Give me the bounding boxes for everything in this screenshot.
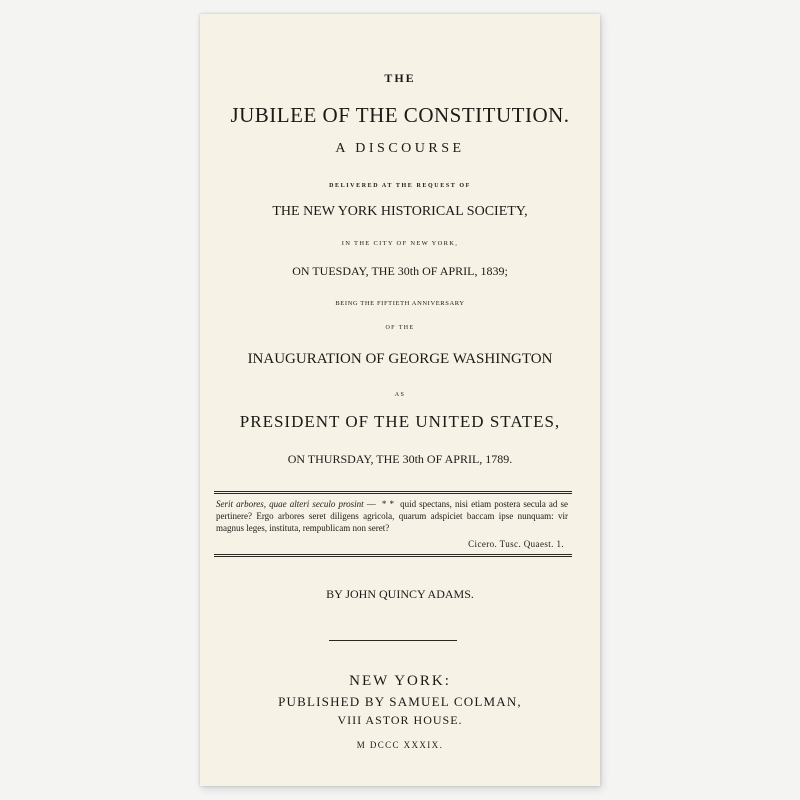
city-line: IN THE CITY OF NEW YORK, [341, 240, 459, 247]
as-line: AS [394, 392, 406, 398]
rule-top [214, 491, 572, 492]
date-1789-line: ON THURSDAY, THE 30th OF APRIL, 1789. [287, 452, 513, 466]
imprint-publisher: PUBLISHED BY SAMUEL COLMAN, [278, 694, 522, 709]
subtitle: A DISCOURSE [335, 141, 465, 156]
title-page [200, 14, 600, 786]
imprint-address: VIII ASTOR HOUSE. [337, 713, 463, 727]
of-the-line: OF THE [385, 325, 415, 331]
epigraph-asterisks: * * [381, 499, 394, 509]
epigraph [216, 498, 568, 534]
book-title: JUBILEE OF THE CONSTITUTION. [230, 103, 570, 127]
rule-short [329, 640, 457, 641]
date-1839-line: ON TUESDAY, THE 30th OF APRIL, 1839; [292, 264, 508, 278]
epigraph-citation: Cicero. Tusc. Quaest. 1. [468, 539, 564, 549]
rule-top-double [214, 493, 572, 494]
society-line: THE NEW YORK HISTORICAL SOCIETY, [272, 204, 528, 219]
anniversary-line: BEING THE FIFTIETH ANNIVERSARY [335, 300, 465, 307]
inauguration-line: INAUGURATION OF GEORGE WASHINGTON [247, 351, 553, 367]
title-article: THE [384, 71, 416, 85]
epigraph-italic: Serit arbores, quae alteri seculo prosint [216, 499, 364, 509]
epigraph-dash: — [366, 499, 376, 509]
author-line: BY JOHN QUINCY ADAMS. [326, 587, 474, 601]
president-line: PRESIDENT OF THE UNITED STATES, [239, 412, 561, 431]
rule-bottom [214, 554, 572, 555]
imprint-city: NEW YORK: [349, 673, 451, 689]
imprint-year: M DCCC XXXIX. [356, 740, 444, 750]
rule-bottom-double [214, 556, 572, 557]
delivered-line: DELIVERED AT THE REQUEST OF [329, 183, 471, 189]
epigraph-text: quid spectans, nisi etiam postera secula ad se pertinere? Ergo arbores seret diligens agricola, quarum adspiciet baccam ipse nunquam: vir magnus leges, instituta, rempublicam non seret? [216, 499, 569, 533]
